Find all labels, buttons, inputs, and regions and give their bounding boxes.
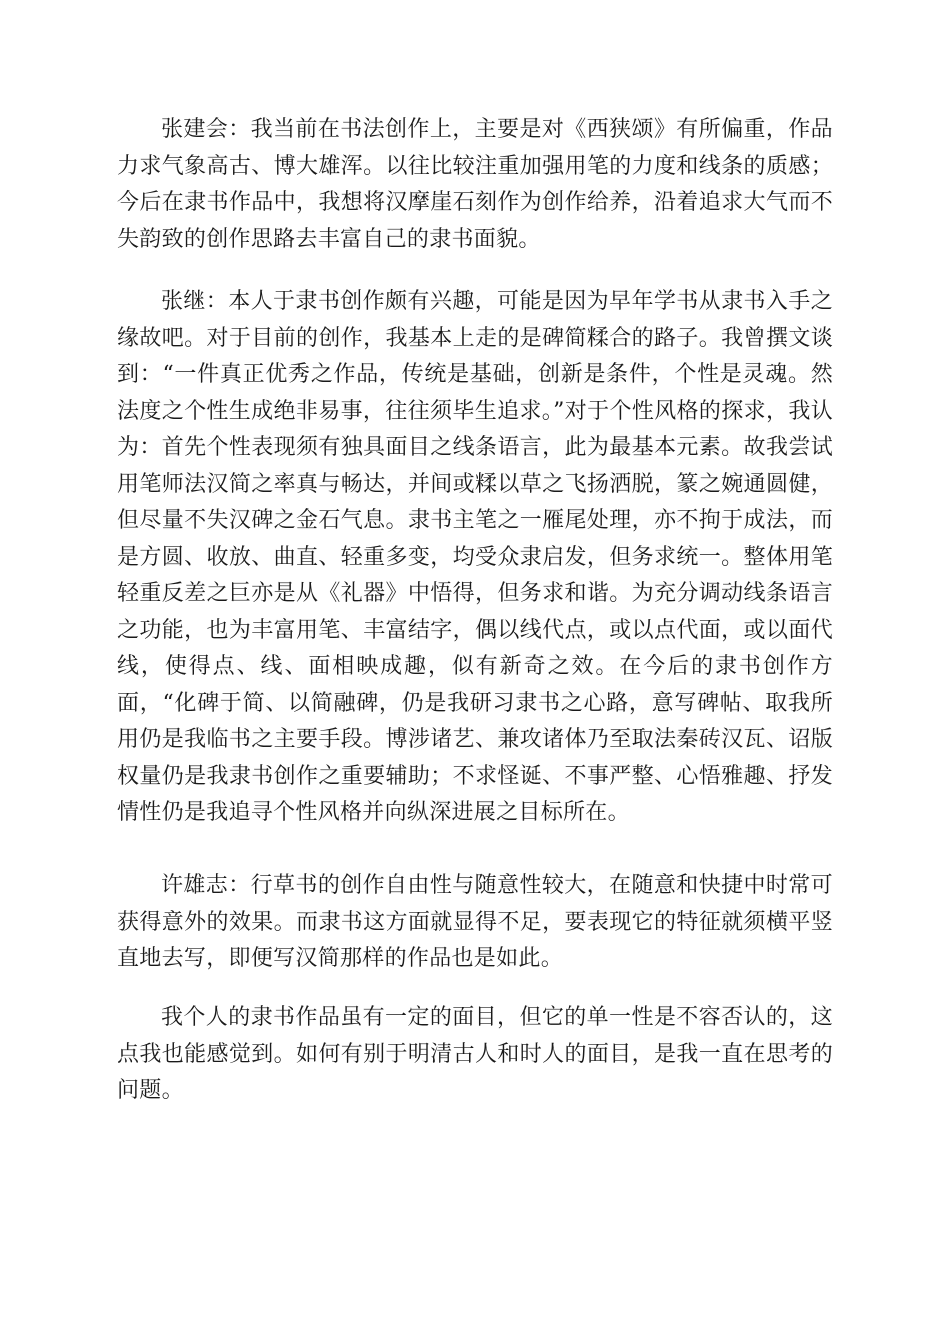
- paragraph-xu-xiongzhi: 许雄志：行草书的创作自由性与随意性较大，在随意和快捷中时常可获得意外的效果。而隶书这方面就显得不足，要表现它的特征就须横平竖直地去写，即便写汉简那样的作品也是如此。: [117, 873, 833, 971]
- paragraph-zhang-ji: 张继：本人于隶书创作颇有兴趣，可能是因为早年学书从隶书入手之缘故吧。对于目前的创作，我基本上走的是碑简糅合的路子。我曾撰文谈到：“一件真正优秀之作品，传统是基础，创新是条件，个性是灵魂。然法度之个性生成绝非易事，往往须毕生追求。”对于个性风格的探求，我认为：首先个性表现须有独具面目之线条语言，此为最基本元素。故我尝试用笔师法汉简之率真与畅达，并间或糅以草之飞扬洒脱，篆之婉通圆健，但尽量不失汉碑之金石气息。隶书主笔之一雁尾处理，亦不拘于成法，而是方圆、收放、曲直、轻重多变，均受众隶启发，但务求统一。整体用笔轻重反差之巨亦是从《礼器》中悟得，但务求和谐。为充分调动线条语言之功能，也为丰富用笔、丰富结字，偶以线代点，或以点代面，或以面代线，使得点、线、面相映成趣，似有新奇之效。在今后的隶书创作方面，“化碑于简、以简融碑，仍是我研习隶书之心路，意写碑帖、取我所用仍是我临书之主要手段。博涉诸艺、兼攻诸体乃至取法秦砖汉瓦、诏版权量仍是我隶书创作之重要辅助；不求怪诞、不事严整、心悟雅趣、抒发情性仍是我追寻个性风格并向纵深进展之目标所在。: [117, 289, 833, 825]
- paragraph-zhang-jianhui: 张建会：我当前在书法创作上，主要是对《西狭颂》有所偏重，作品力求气象高古、博大雄浑。以往比较注重加强用笔的力度和线条的质感；今后在隶书作品中，我想将汉摩崖石刻作为创作给养，沿着追求大气而不失韵致的创作思路去丰富自己的隶书面貌。: [117, 117, 833, 252]
- paragraph-personal-reflection: 我个人的隶书作品虽有一定的面目，但它的单一性是不容否认的，这点我也能感觉到。如何有别于明清古人和时人的面目，是我一直在思考的问题。: [117, 1005, 833, 1103]
